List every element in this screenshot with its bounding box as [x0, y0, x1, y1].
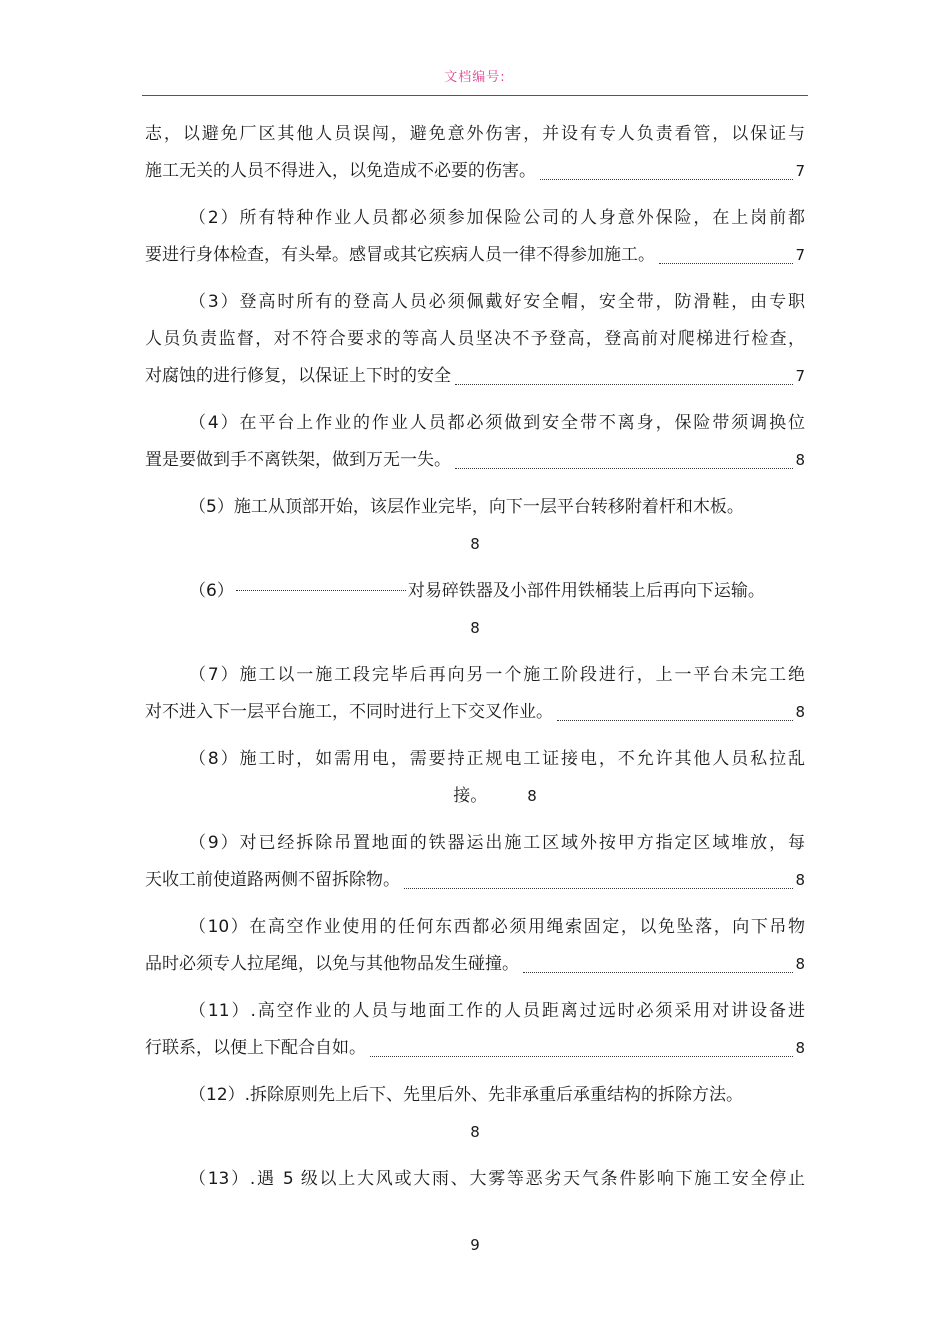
toc-page-number: 8	[795, 955, 805, 973]
toc-entry-text: 要进行身体检查，有头晕。感冒或其它疾病人员一律不得参加施工。	[145, 245, 655, 265]
toc-entry-text: 天收工前使道路两侧不留拆除物。	[145, 870, 400, 890]
toc-entry-text-line	[145, 573, 805, 610]
toc-entry-text-line: （9）对已经拆除吊置地面的铁器运出施工区域外按甲方指定区域堆放，每	[189, 833, 805, 853]
toc-entry-last-line[interactable]	[145, 442, 805, 479]
toc-entry[interactable]	[145, 573, 805, 647]
dot-leader	[404, 888, 793, 889]
toc-page-number: 8	[470, 535, 480, 553]
toc-entry-text: 行联系，以便上下配合自如。	[145, 1038, 366, 1058]
toc-entry-text-line: （13）.遇 5 级以上大风或大雨、大雾等恶劣天气条件影响下施工安全停止	[189, 1169, 805, 1189]
toc-entry-text-line: （12）.拆除原则先上后下、先里后外、先非承重后承重结构的拆除方法。	[189, 1085, 744, 1105]
toc-entry	[145, 657, 805, 731]
toc-page-number: 8	[795, 703, 805, 721]
toc-entry	[145, 116, 805, 190]
toc-entry-text-line: 人员负责监督，对不符合要求的等高人员坚决不予登高，登高前对爬梯进行检查，	[145, 329, 805, 349]
toc-entry-last-line[interactable]	[145, 946, 805, 983]
toc-entry-text: 对易碎铁器及小部件用铁桶装上后再向下运输。	[407, 581, 765, 601]
toc-page-number: 7	[795, 162, 805, 180]
toc-page-number: 8	[795, 1039, 805, 1057]
toc-page-number: 8	[795, 451, 805, 469]
page-number-footer: 9	[470, 1236, 480, 1254]
dot-leader	[370, 1056, 793, 1057]
toc-page-number: 8	[470, 1123, 480, 1141]
dot-leader	[557, 720, 793, 721]
toc-page-number: 8	[795, 871, 805, 889]
toc-entry-text-line: （5）施工从顶部开始，该层作业完毕，向下一层平台转移附着杆和木板。	[189, 497, 744, 517]
toc-entry-text-line: （7）施工以一施工段完毕后再向另一个施工阶段进行，上一平台未完工绝	[189, 665, 805, 685]
toc-page-number: 8	[527, 787, 537, 805]
dot-leader	[455, 384, 793, 385]
dot-leader	[455, 468, 793, 469]
toc-entry	[145, 284, 805, 395]
document-number-header: 文档编号:	[444, 70, 506, 85]
dot-leader	[540, 179, 793, 180]
toc-page-number: 8	[470, 619, 480, 637]
toc-entry-text-line: （4）在平台上作业的作业人员都必须做到安全带不离身，保险带须调换位	[189, 413, 805, 433]
toc-content	[145, 116, 805, 1208]
toc-page-number: 7	[795, 367, 805, 385]
toc-entry-text-line: （10）在高空作业使用的任何东西都必须用绳索固定，以免坠落，向下吊物	[189, 917, 805, 937]
toc-entry-text-line: （11）.高空作业的人员与地面工作的人员距离过远时必须采用对讲设备进	[189, 1001, 805, 1021]
toc-entry	[145, 993, 805, 1067]
toc-entry-text-line: （8）施工时，如需用电，需要持正规电工证接电，不允许其他人员私拉乱	[189, 749, 805, 769]
toc-entry-prefix: （6）	[189, 581, 234, 601]
toc-entry-last-line[interactable]	[145, 862, 805, 899]
toc-entry-text: 对不进入下一层平台施工，不同时进行上下交叉作业。	[145, 702, 553, 722]
toc-page-line	[145, 1114, 805, 1151]
toc-entry	[145, 200, 805, 274]
dot-leader	[236, 590, 406, 591]
toc-entry-last-line[interactable]	[145, 358, 805, 395]
toc-entry-text: 施工无关的人员不得进入，以免造成不必要的伤害。	[145, 161, 536, 181]
toc-entry	[145, 405, 805, 479]
dot-leader	[523, 972, 793, 973]
header-rule	[142, 95, 808, 96]
dot-leader	[659, 263, 793, 264]
toc-entry-last-line[interactable]	[145, 153, 805, 190]
toc-page-line	[145, 526, 805, 563]
toc-entry-last-line[interactable]	[145, 694, 805, 731]
toc-entry-text-line: （2）所有特种作业人员都必须参加保险公司的人身意外保险，在上岗前都	[189, 208, 805, 228]
toc-entry	[145, 825, 805, 899]
toc-entry-last-line[interactable]	[145, 237, 805, 274]
toc-page-number: 7	[795, 246, 805, 264]
toc-entry[interactable]	[145, 1077, 805, 1151]
toc-entry	[145, 909, 805, 983]
toc-entry-text: 置是要做到手不离铁架，做到万无一失。	[145, 450, 451, 470]
toc-entry-text: 对腐蚀的进行修复，以保证上下时的安全	[145, 366, 451, 386]
toc-entry-text-line: 志，以避免厂区其他人员误闯，避免意外伤害，并设有专人负责看管，以保证与	[145, 124, 805, 144]
toc-entry-last-line[interactable]	[145, 1030, 805, 1067]
toc-page-line	[145, 610, 805, 647]
toc-entry-last-line	[145, 778, 805, 815]
toc-entry-text: 接。	[453, 786, 488, 806]
toc-entry-text: 品时必须专人拉尾绳，以免与其他物品发生碰撞。	[145, 954, 519, 974]
toc-entry[interactable]	[145, 741, 805, 815]
toc-entry[interactable]	[145, 1161, 805, 1198]
toc-entry[interactable]	[145, 489, 805, 563]
toc-entry-text-line: （3）登高时所有的登高人员必须佩戴好安全帽，安全带，防滑鞋，由专职	[189, 292, 805, 312]
